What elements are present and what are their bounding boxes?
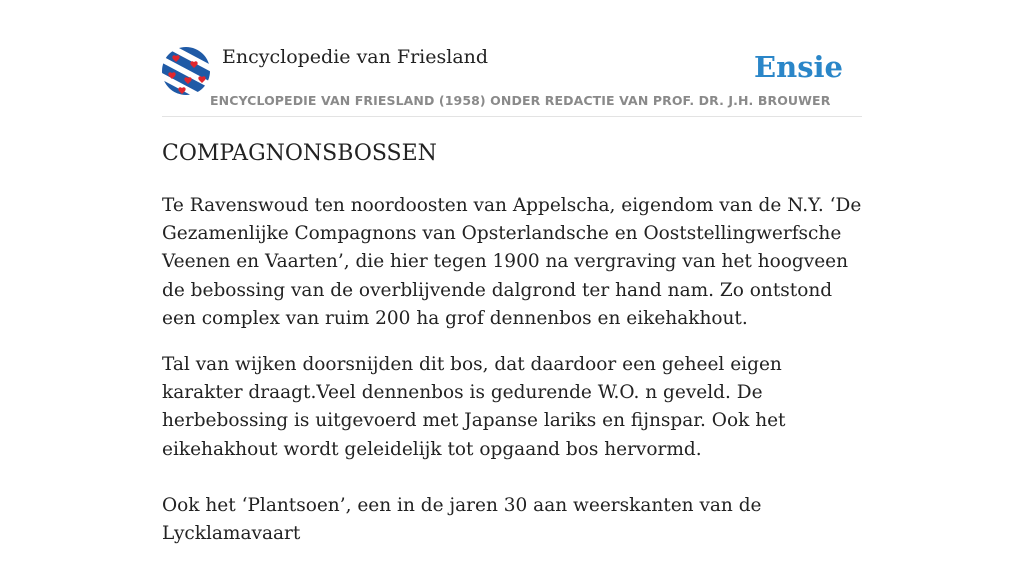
site-header: [162, 0, 862, 117]
entry-title: COMPAGNONSBOSSEN: [162, 141, 437, 166]
entry-body: [162, 192, 862, 566]
page: [162, 0, 862, 545]
frisian-flag-logo-icon[interactable]: [162, 47, 210, 95]
site-title[interactable]: Encyclopedie van Friesland: [222, 46, 489, 68]
encyclopedia-subtitle: ENCYCLOPEDIE VAN FRIESLAND (1958) ONDER REDACTIE VAN PROF. DR. J.H. BROUWER: [210, 93, 831, 108]
brand-logo-text[interactable]: Ensie: [754, 50, 843, 84]
entry-paragraph-2: Tal van wijken doorsnijden dit bos, dat daardoor een geheel eigen karakter draagt.Veel dennenbos is gedurende W.O. n geveld. De herbebossing is uitgevoerd met Japanse lariks en fijnspar. Ook het eikehakhout wordt geleidelijk tot opgaand bos hervormd.: [162, 354, 786, 460]
entry-paragraph-1: Te Ravenswoud ten noordoosten van Appelscha, eigendom van de N.Y. ‘De Gezamenlijke Compagnons van Opsterlandsche en Ooststellingwerfsche Veenen en Vaarten’, die hier tegen 1900 na vergraving van het hoogveen de bebossing van de overblijvende dalgrond ter hand nam. Zo ontstond een complex van ruim 200 ha grof dennenbos en eikehakhout.: [162, 195, 862, 329]
entry-paragraph-3: Ook het ‘Plantsoen’, een in de jaren 30 aan weerskanten van de Lycklamavaart: [162, 494, 762, 545]
